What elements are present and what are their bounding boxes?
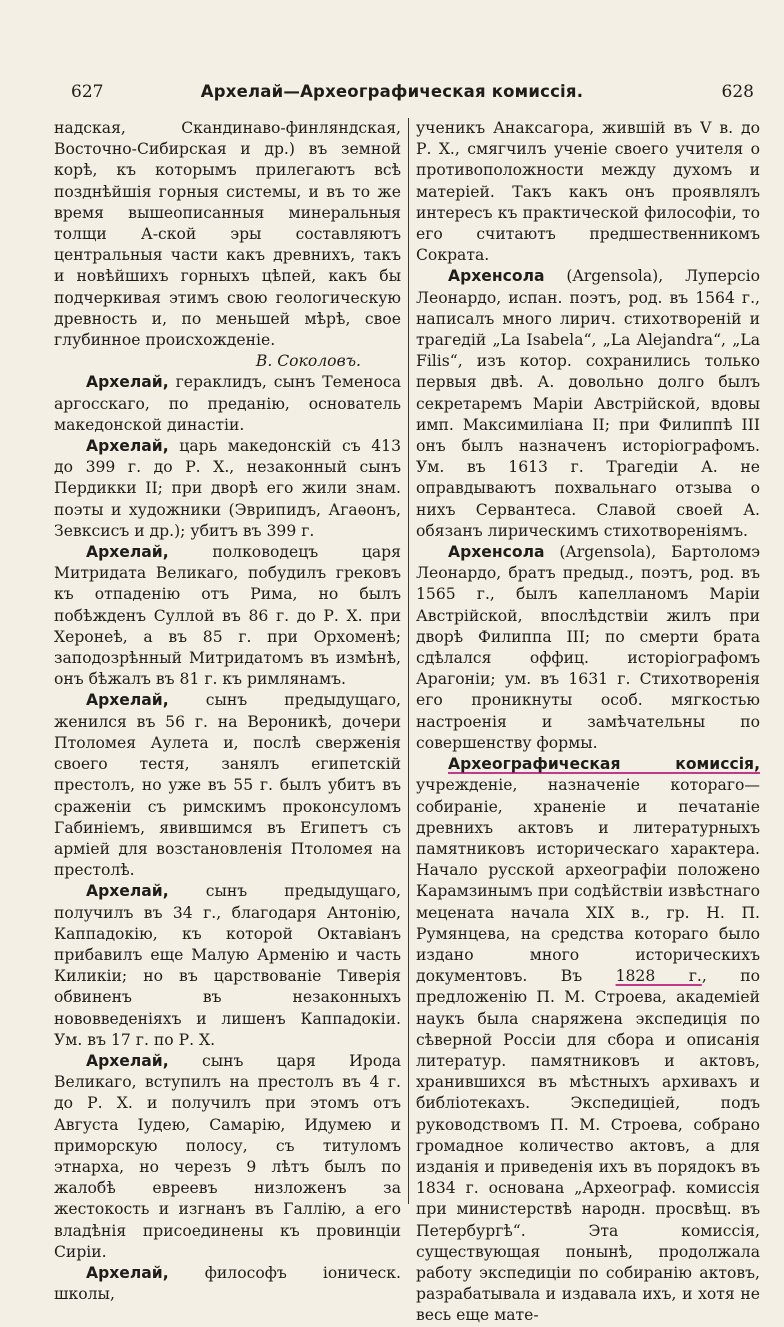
entry-text: царь македонскій съ 413 до 399 г. до Р. Х., незаконный сынъ Пердикки II; при дворѣ его жили знам. поэты и художники (Эврипидъ, Агаѳонъ, Зевксисъ и др.); убитъ въ 399 г. [54,437,401,540]
continued-paragraph: ученикъ Анаксагора, жившій въ V в. до Р. Х., смягчилъ ученіе своего учителя о противоположности между духомъ и матеріей. Такъ какъ онъ проявлялъ интересъ къ практической философіи, то его считаютъ предшественникомъ Сократа. [416,119,760,265]
entry-headword: Архелай, [86,691,169,710]
entry-archelaus-1 [54,372,401,436]
entry-text: (Argensola), Бартоломэ Леонардо, братъ предыд., поэтъ, род. въ 1565 г., былъ капелланомъ Маріи Австрійской, впослѣдствіи жилъ при дворѣ Филиппа III; по смерти брата сдѣлался оффиц. исторіографомъ Арагоніи; ум. въ 1631 г. Стихотворенія его проникнуты особ. мягкостью настроенія и замѣчательны по совершенству формы. [416,543,760,752]
highlighted-year: 1828 г. [615,967,702,986]
entry-headword: Архелай, [86,1263,169,1282]
entry-archelaus-7 [54,1263,401,1305]
entry-headword: Архенсола [448,543,545,562]
entry-archelaus-2 [54,436,401,542]
page-title: Архелай—Археографическая комиссія. [200,82,584,101]
entry-text: учрежденіе, назначеніе котораго—собираніе, храненіе и печатаніе древнихъ актовъ и литературныхъ памятниковъ историческаго характера. Начало русской археографіи положено Карамзинымъ при содѣйствіи извѣстнаго мецената начала XIX в., гр. Н. П. Румянцева, на средства котораго было издано много историческихъ документовъ. Въ [416,776,760,986]
column-divider [408,118,409,1204]
entry-headword: Архелай, [86,1051,169,1070]
entry-archaeographic-commission [416,754,760,1326]
entry-archelaus-3 [54,542,401,690]
entry-headword-highlighted: Археографическая комиссія, [448,755,760,774]
entry-argensola-2 [416,542,760,754]
entry-argensola-1 [416,266,760,542]
entry-text-continued: , по предложенію П. М. Строева, академіей наукъ была снаряжена экспедиція по сѣверной Россіи для сбора и описанія литератур. памятниковъ и актовъ, хранившихся въ мѣстныхъ архивахъ и библіотекахъ. Экспедиціей, подъ руководствомъ П. М. Строева, собрано громадное количество актовъ, а для изданія и приведенія ихъ въ порядокъ въ 1834 г. основана „Археограф. комиссія при министерствѣ народн. просвѣщ. въ Петербургѣ“. Эта комиссія, существующая понынѣ, продолжала работу экспедиціи по собиранію актовъ, разрабатывала и издавала ихъ, и хотя не весь еще мате- [416,967,760,1325]
right-column [416,118,760,1325]
entry-text: сынъ царя Ирода Великаго, вступилъ на престолъ въ 4 г. до Р. Х. и получилъ при этомъ отъ Августа Іудею, Самарію, Идумею и приморскую полосу, съ титуломъ этнарха, но черезъ 9 лѣтъ былъ по жалобѣ евреевъ низложенъ за жестокость и изгнанъ въ Галлію, а его владѣнія присоединены къ провинціи Сиріи. [54,1051,401,1261]
entry-archelaus-6 [54,1051,401,1263]
page-number-left: 627 [71,82,104,102]
running-header [0,82,784,108]
entry-headword: Архелай, [86,543,169,562]
entry-headword: Архелай, [86,373,169,392]
entry-archelaus-4 [54,690,401,881]
entry-text: философъ іоническ. школы, [54,1263,401,1304]
entry-headword: Архелай, [86,437,169,456]
left-column [54,118,401,1304]
entry-text: сынъ предыдущаго, получилъ въ 34 г., благодаря Антонію, Каппадокію, къ которой Октавіанъ прибавилъ еще Малую Арменію и часть Киликіи; но въ царствованіе Тиверія обвиненъ въ незаконныхъ нововведеніяхъ и лишенъ Каппадокіи. Ум. въ 17 г. по Р. Х. [54,882,401,1049]
page-number-right: 628 [721,82,754,102]
entry-text: (Argensola), Луперсіо Леонардо, испан. поэтъ, род. въ 1564 г., написалъ много лирич. стихотвореній и трагедій „La Isabela“, „La Alejandra“, „La Filis“, изъ котор. сохранились только первыя двѣ. А. довольно долго былъ секретаремъ Маріи Австрійской, вдовы имп. Максимиліана II; при Филиппѣ III онъ былъ назначенъ исторіографомъ. Ум. въ 1613 г. Трагедіи А. не оправдываютъ похвальнаго отзыва о нихъ Сервантеса. Славой своей А. обязанъ лирическимъ стихотвореніямъ. [416,267,760,540]
entry-text: гераклидъ, сынъ Теменоса аргосскаго, по преданію, основатель македонской династіи. [54,373,401,434]
entry-archelaus-5 [54,881,401,1051]
entry-headword: Архелай, [86,882,169,901]
entry-headword: Архенсола [448,267,545,286]
entry-text: полководецъ царя Митридата Великаго, побудилъ грековъ къ отпаденію отъ Рима, но былъ побѣжденъ Суллой въ 86 г. до Р. Х. при Херонеѣ, а въ 85 г. при Орхоменѣ; заподозрѣнный Митридатомъ въ измѣнѣ, онъ бѣжалъ въ 81 г. къ римлянамъ. [54,543,401,689]
author-signature: В. Соколовъ. [255,352,361,371]
entry-text: сынъ предыдущаго, женился въ 56 г. на Вероникѣ, дочери Птоломея Аулета и, послѣ сверженія своего тестя, занялъ египетскій престолъ, но уже въ 55 г. былъ убитъ въ сраженіи съ римскимъ проконсуломъ Габиніемъ, явившимся въ Египетъ съ арміей для возстановленія Птоломея на престолѣ. [54,691,401,880]
continued-paragraph: надская, Скандинаво-финляндская, Восточно-Сибирская и др.) въ земной корѣ, къ которымъ прилегаютъ всѣ позднѣйшія горныя системы, и въ то же время вышеописанныя минеральныя толщи А-ской эры составляютъ центральныя части какъ древнихъ, такъ и новѣйшихъ горныхъ цѣпей, какъ бы подчеркивая этимъ свою геологическую древность и, по меньшей мѣрѣ, свое глубинное происхожденіе. [54,119,401,350]
